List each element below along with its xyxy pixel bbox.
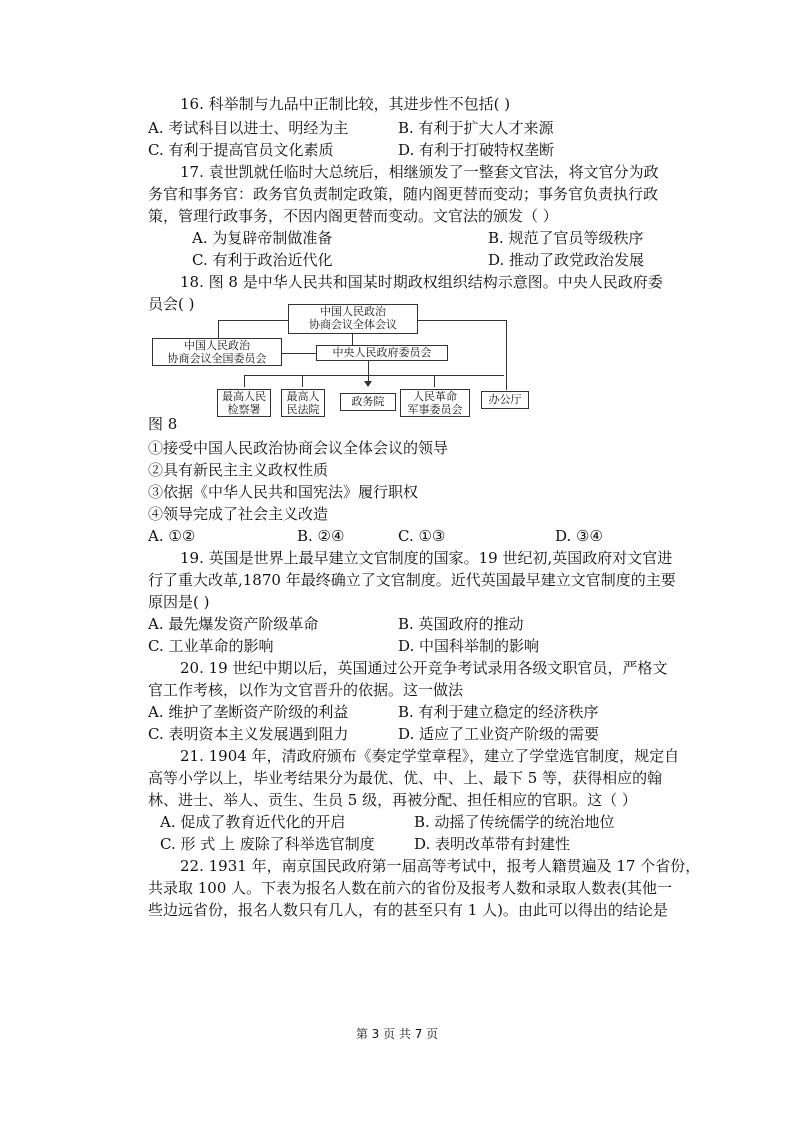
diagram-box-text: 民法院 xyxy=(286,403,320,416)
q20-option-b: B. 有利于建立稳定的经济秩序 xyxy=(398,703,599,721)
diagram-connector xyxy=(218,320,288,321)
q18-option-d: D. ③④ xyxy=(555,527,603,545)
q19-line-3: 原因是( ) xyxy=(148,593,210,611)
q21-line-3: 林、进士、举人、贡生、生员 5 级，再被分配、担任相应的官职。这（ ） xyxy=(148,791,637,809)
q18-line-2: 员会( ) xyxy=(148,295,195,313)
q18-statement-2: ②具有新民主主义政权性质 xyxy=(148,461,329,479)
diagram-box-military-commission xyxy=(400,389,470,417)
q16-option-b: B. 有利于扩大人才来源 xyxy=(398,119,554,137)
q16-option-c: C. 有利于提高官员文化素质 xyxy=(148,141,334,159)
q21-line-1: 21. 1904 年，清政府颁布《奏定学堂章程》，建立了学堂选官制度，规定自 xyxy=(180,747,680,765)
diagram-connector xyxy=(418,320,506,321)
q20-option-d: D. 适应了工业资产阶级的需要 xyxy=(398,725,600,743)
diagram-connector xyxy=(352,334,353,345)
q18-option-b: B. ②④ xyxy=(297,527,345,545)
q16-option-d: D. 有利于打破特权垄断 xyxy=(398,141,555,159)
q17-option-d: D. 推动了政党政治发展 xyxy=(488,251,645,269)
q17-option-c: C. 有利于政治近代化 xyxy=(192,251,333,269)
q22-line-2: 共录取 100 人。下表为报名人数在前六的省份及报考人数和录取人数表(其他一 xyxy=(148,879,673,897)
diagram-connector xyxy=(368,361,369,383)
q19-option-b: B. 英国政府的推动 xyxy=(398,615,524,633)
diagram-box-procuratorate xyxy=(217,389,271,417)
diagram-box-text: 协商会议全国委员会 xyxy=(167,352,267,365)
diagram-connector xyxy=(282,353,316,354)
q17-option-a: A. 为复辟帝制做准备 xyxy=(192,229,333,247)
diagram-box-government-administration-council: 政务院 xyxy=(340,393,396,411)
diagram-box-general-office: 办公厅 xyxy=(481,391,529,409)
figure-8-caption: 图 8 xyxy=(148,415,178,433)
q19-line-1: 19. 英国是世界上最早建立文官制度的国家。19 世纪初,英国政府对文官进 xyxy=(180,549,673,567)
diagram-box-text: 检察署 xyxy=(227,403,261,416)
q18-statement-3: ③依据《中华人民共和国宪法》履行职权 xyxy=(148,483,419,501)
q18-statement-4: ④领导完成了社会主义改造 xyxy=(148,505,329,523)
q19-option-c: C. 工业革命的影响 xyxy=(148,637,274,655)
q22-line-3: 些边远省份，报名人数只有几人，有的甚至只有 1 人)。由此可以得出的结论是 xyxy=(148,901,668,919)
q16-stem: 16. 科举制与九品中正制比较，其进步性不包括( ) xyxy=(180,95,511,113)
q17-option-b: B. 规范了官员等级秩序 xyxy=(488,229,644,247)
diagram-arrow xyxy=(364,381,372,387)
diagram-box-text: 最高人 xyxy=(286,390,320,403)
q21-option-c: C. 形 式 上 废除了科举选官制度 xyxy=(160,835,375,853)
q22-line-1: 22. 1931 年，南京国民政府第一届高等考试中，报考人籍贯遍及 17 个省份， xyxy=(180,857,701,875)
q18-option-c: C. ①③ xyxy=(398,527,446,545)
diagram-box-cppcc-national-committee xyxy=(152,338,282,366)
q17-line-2: 务官和事务官：政务官负责制定政策，随内阁更替而变动；事务官负责执行政 xyxy=(148,185,659,203)
diagram-box-central-government-council: 中央人民政府委员会 xyxy=(316,345,448,361)
diagram-box-text: 中国人民政治 xyxy=(320,305,386,318)
diagram-connector xyxy=(434,375,435,387)
q20-line-1: 20. 19 世纪中期以后，英国通过公开竞争考试录用各级文职官员，严格文 xyxy=(180,659,668,677)
q17-line-3: 策，管理行政事务，不因内阁更替而变动。文官法的颁发（ ） xyxy=(148,207,558,225)
diagram-box-cppcc-plenary xyxy=(288,304,418,334)
q19-option-d: D. 中国科举制的影响 xyxy=(398,637,540,655)
diagram-box-supreme-court xyxy=(281,389,325,417)
q18-statement-1: ①接受中国人民政治协商会议全体会议的领导 xyxy=(148,439,449,457)
q18-option-a: A. ①② xyxy=(148,527,196,545)
q17-line-1: 17. 袁世凯就任临时大总统后，相继颁发了一整套文官法，将文官分为政 xyxy=(180,163,659,181)
q20-option-a: A. 维护了垄断资产阶级的利益 xyxy=(148,703,349,721)
diagram-connector xyxy=(244,375,504,376)
diagram-box-text: 最高人民 xyxy=(222,390,266,403)
diagram-connector xyxy=(244,375,245,387)
q21-line-2: 高等小学以上，毕业考结果分为最优、优、中、上、最下 5 等，获得相应的翰 xyxy=(148,769,663,787)
q16-option-a: A. 考试科目以进士、明经为主 xyxy=(148,119,349,137)
diagram-box-text: 人民革命 xyxy=(413,390,457,403)
diagram-connector xyxy=(506,320,507,390)
diagram-connector xyxy=(302,375,303,387)
q21-option-b: B. 动摇了传统儒学的统治地位 xyxy=(414,813,615,831)
q20-line-2: 官工作考核，以作为文官晋升的依据。这一做法 xyxy=(148,681,464,699)
q20-option-c: C. 表明资本主义发展遇到阻力 xyxy=(148,725,349,743)
diagram-connector xyxy=(218,320,219,338)
diagram-box-text: 军事委员会 xyxy=(407,403,463,416)
q19-option-a: A. 最先爆发资产阶级革命 xyxy=(148,615,319,633)
q19-line-2: 行了重大改革,1870 年最终确立了文官制度。近代英国最早建立文官制度的主要 xyxy=(148,571,676,589)
q21-option-a: A. 促成了教育近代化的开启 xyxy=(160,813,346,831)
q18-line-1: 18. 图 8 是中华人民共和国某时期政权组织结构示意图。中央人民政府委 xyxy=(180,273,663,291)
q21-option-d: D. 表明改革带有封建性 xyxy=(414,835,571,853)
diagram-box-text: 中国人民政治 xyxy=(184,339,250,352)
page-footer: 第 3 页 共 7 页 xyxy=(355,1027,439,1041)
diagram-box-text: 协商会议全体会议 xyxy=(309,318,397,331)
